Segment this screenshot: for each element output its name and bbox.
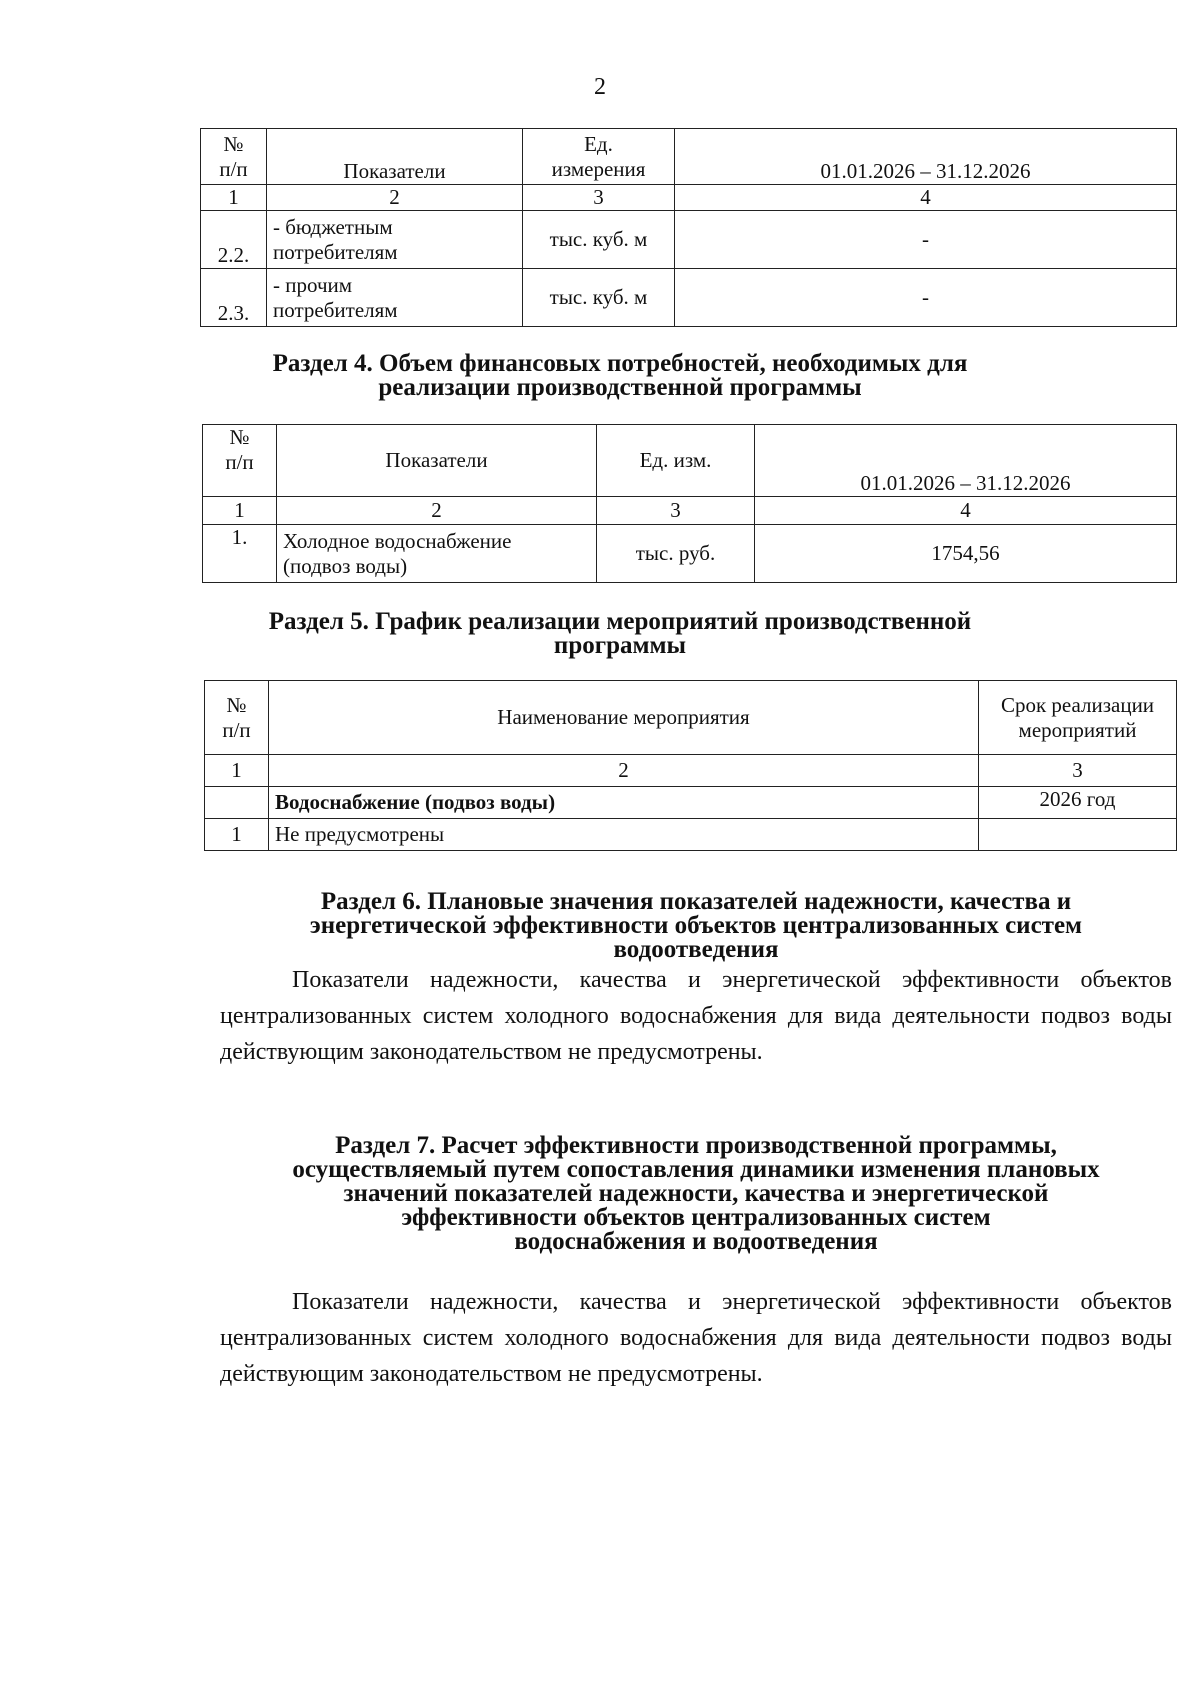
column-number-cell: 3	[523, 185, 675, 211]
header-cell-number: № п/п	[201, 129, 267, 185]
header-cell-indicators: Показатели	[277, 425, 597, 497]
column-number-cell: 2	[277, 497, 597, 525]
group-name-cell: Водоснабжение (подвоз воды)	[269, 787, 979, 819]
header-cell-period: 01.01.2026 – 31.12.2026	[675, 129, 1177, 185]
column-number-cell: 4	[675, 185, 1177, 211]
row-unit-cell: тыс. руб.	[597, 525, 755, 583]
row-number-cell: 2.2.	[201, 211, 267, 269]
column-number-cell: 1	[203, 497, 277, 525]
column-number-cell: 2	[267, 185, 523, 211]
volume-table	[200, 128, 1177, 327]
row-number-cell: 2.3.	[201, 269, 267, 327]
schedule-table	[204, 680, 1177, 851]
header-cell-indicators: Показатели	[267, 129, 523, 185]
column-numbers-row	[201, 185, 1177, 211]
row-name-cell: - прочим потребителям	[267, 269, 523, 327]
table-row	[203, 525, 1177, 583]
column-number-cell: 2	[269, 755, 979, 787]
header-cell-term: Срок реализации мероприятий	[979, 681, 1177, 755]
row-unit-cell: тыс. куб. м	[523, 211, 675, 269]
section-7-title: Раздел 7. Расчет эффективности производственной программы, осуществляемый путем сопоставления динамики изменения плановых значений показателей надежности, качества и энергетической эффективности объектов централизованных систем водоснабжения и водоотведения	[292, 1132, 1100, 1255]
table-row	[205, 819, 1177, 851]
header-cell-unit: Ед. изм.	[597, 425, 755, 497]
empty-cell	[205, 787, 269, 819]
section-7-text: Показатели надежности, качества и энергетической эффективности объектов централизованных систем холодного водоснабжения для вида деятельности подвоз воды действующим законодательством не предусмотрены.	[220, 1289, 1172, 1387]
section-5-title: Раздел 5. График реализации мероприятий производственной программы	[268, 608, 972, 659]
row-value-cell: -	[675, 211, 1177, 269]
header-cell-activity: Наименование мероприятия	[269, 681, 979, 755]
column-numbers-row	[205, 755, 1177, 787]
table-header-row	[201, 129, 1177, 185]
header-cell-number: № п/п	[205, 681, 269, 755]
column-number-cell: 3	[597, 497, 755, 525]
section-6-text: Показатели надежности, качества и энергетической эффективности объектов централизованных систем холодного водоснабжения для вида деятельности подвоз воды действующим законодательством не предусмотрены.	[220, 967, 1172, 1065]
column-number-cell: 1	[205, 755, 269, 787]
row-unit-cell: тыс. куб. м	[523, 269, 675, 327]
page-number: 2	[594, 74, 606, 100]
finance-table	[202, 424, 1177, 583]
row-term-cell	[979, 819, 1177, 851]
table-row	[201, 269, 1177, 327]
column-number-cell: 1	[201, 185, 267, 211]
row-name-cell: Не предусмотрены	[269, 819, 979, 851]
section-4-title: Раздел 4. Объем финансовых потребностей, необходимых для реализации производственной программы	[272, 350, 968, 401]
section-6-title: Раздел 6. Плановые значения показателей надежности, качества и энергетической эффективности объектов централизованных систем водоотведения	[309, 888, 1083, 963]
row-name-cell: Холодное водоснабжение (подвоз воды)	[277, 525, 597, 583]
column-numbers-row	[203, 497, 1177, 525]
table-header-row	[203, 425, 1177, 497]
table-row	[201, 211, 1177, 269]
row-value-cell: 1754,56	[755, 525, 1177, 583]
header-cell-number: № п/п	[203, 425, 277, 497]
table-header-row	[205, 681, 1177, 755]
column-number-cell: 3	[979, 755, 1177, 787]
header-cell-unit: Ед. измерения	[523, 129, 675, 185]
column-number-cell: 4	[755, 497, 1177, 525]
row-number-cell: 1	[205, 819, 269, 851]
header-cell-period: 01.01.2026 – 31.12.2026	[755, 425, 1177, 497]
group-row	[205, 787, 1177, 819]
row-name-cell: - бюджетным потребителям	[267, 211, 523, 269]
row-value-cell: -	[675, 269, 1177, 327]
row-number-cell: 1.	[203, 525, 277, 583]
group-term-cell: 2026 год	[979, 787, 1177, 819]
